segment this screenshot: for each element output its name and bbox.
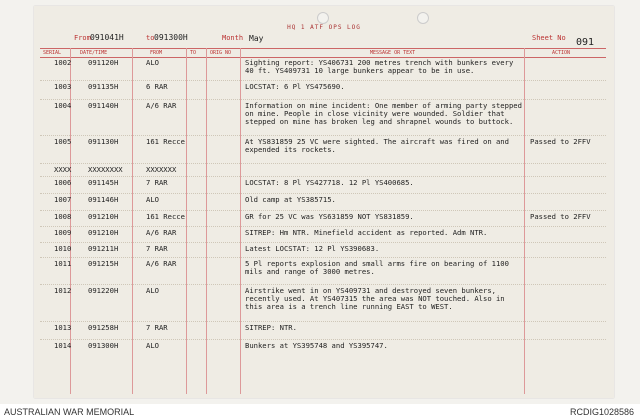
serial-cell: 1011 <box>54 259 72 268</box>
serial-cell: 1014 <box>54 341 72 350</box>
message-cell: LOCSTAT: 8 Pl YS427718. 12 Pl YS400685. <box>245 178 414 187</box>
serial-cell: 1006 <box>54 178 72 187</box>
table-header <box>40 48 606 58</box>
punch-hole <box>317 12 329 24</box>
from-cell: A/6 RAR <box>146 101 177 110</box>
col-to: TO <box>190 50 197 56</box>
from-cell: 7 RAR <box>146 323 168 332</box>
col-serial: SERIAL <box>43 50 62 56</box>
datetime-cell: 091130H <box>88 137 119 146</box>
from-cell: 6 RAR <box>146 82 168 91</box>
message-cell: 5 Pl reports explosion and small arms fire on bearing of 1100 mils and range of 3000 metres. <box>245 259 509 276</box>
datetime-cell: 091258H <box>88 323 119 332</box>
message-cell: Sighting report: YS406731 200 metres trench with bunkers every 40 ft. YS409731 10 large bunkers appear to be in use. <box>245 58 514 75</box>
col-orig-no: ORIG NO <box>210 50 232 56</box>
serial-cell: 1004 <box>54 101 72 110</box>
datetime-cell: 091210H <box>88 228 119 237</box>
message-cell: Information on mine incident: One member of arming party stepped on mine. People in close vicinity were wounded. Soldier that stepped on mine has broken leg and shrapnel wounds to buttock. <box>245 101 522 126</box>
serial-cell: 1003 <box>54 82 72 91</box>
footer-credit: AUSTRALIAN WAR MEMORIAL <box>4 407 135 417</box>
row-divider <box>40 242 606 243</box>
footer <box>0 404 640 420</box>
from-cell: ALO <box>146 58 159 67</box>
datetime-cell: 091140H <box>88 101 119 110</box>
serial-cell: 1007 <box>54 195 72 204</box>
message-cell: At YS831859 25 VC were sighted. The aircraft was fired on and expended its rockets. <box>245 137 509 154</box>
datetime-cell: 091146H <box>88 195 119 204</box>
message-cell: Bunkers at YS395748 and YS395747. <box>245 341 388 350</box>
row-divider <box>40 163 606 164</box>
from-cell: ALO <box>146 286 159 295</box>
col-action: ACTION <box>552 50 571 56</box>
datetime-cell: 091120H <box>88 58 119 67</box>
message-cell: SITREP: NTR. <box>245 323 297 332</box>
row-divider <box>40 284 606 285</box>
to-value: 091300H <box>154 33 188 42</box>
to-label: to <box>146 34 155 42</box>
sheet-value: 091 <box>576 37 595 48</box>
row-divider <box>40 339 606 340</box>
serial-cell: 1013 <box>54 323 72 332</box>
serial-cell: 1005 <box>54 137 72 146</box>
from-cell: 7 RAR <box>146 178 168 187</box>
sheet-label: Sheet No <box>532 34 566 42</box>
row-divider <box>40 176 606 177</box>
col-datetime: DATE/TIME <box>80 50 108 56</box>
serial-cell: 1009 <box>54 228 72 237</box>
datetime-cell: 091211H <box>88 244 119 253</box>
month-value: May <box>249 34 264 43</box>
message-cell: SITREP: Hm NTR. Minefield accident as reported. Adm NTR. <box>245 228 488 237</box>
footer-id: RCDIG1028586 <box>569 407 634 417</box>
serial-cell: XXXX <box>54 165 72 174</box>
datetime-cell: 091300H <box>88 341 119 350</box>
from-cell: XXXXXXX <box>146 165 177 174</box>
from-value: 091041H <box>90 33 124 42</box>
from-cell: 161 Recce <box>146 212 185 221</box>
row-divider <box>40 193 606 194</box>
serial-cell: 1010 <box>54 244 72 253</box>
month-label: Month <box>222 34 244 42</box>
row-divider <box>40 99 606 100</box>
serial-cell: 1002 <box>54 58 72 67</box>
datetime-cell: 091210H <box>88 212 119 221</box>
action-cell: Passed to 2FFV <box>530 137 591 146</box>
serial-cell: 1012 <box>54 286 72 295</box>
from-cell: A/6 RAR <box>146 259 177 268</box>
punch-hole <box>417 12 429 24</box>
from-label: From <box>74 34 91 42</box>
log-sheet <box>34 6 614 398</box>
from-cell: A/6 RAR <box>146 228 177 237</box>
message-cell: Airstrike went in on YS409731 and destroyed seven bunkers, recently used. At YS407315 the area was NOT touched. Also in this area is a trench line running EAST to WEST. <box>245 286 505 311</box>
message-cell: LOCSTAT: 6 Pl YS475690. <box>245 82 345 91</box>
message-cell: Latest LOCSTAT: 12 Pl YS390683. <box>245 244 380 253</box>
row-divider <box>40 226 606 227</box>
datetime-cell: 091215H <box>88 259 119 268</box>
from-cell: ALO <box>146 195 159 204</box>
row-divider <box>40 257 606 258</box>
from-cell: ALO <box>146 341 159 350</box>
from-cell: 161 Recce <box>146 137 185 146</box>
row-divider <box>40 80 606 81</box>
col-message: MESSAGE OR TEXT <box>370 50 416 56</box>
datetime-cell: 091135H <box>88 82 119 91</box>
col-from: FROM <box>150 50 163 56</box>
message-cell: Old camp at YS385715. <box>245 195 336 204</box>
datetime-cell: 091220H <box>88 286 119 295</box>
row-divider <box>40 321 606 322</box>
sheet-title: HQ 1 ATF OPS LOG <box>287 24 361 31</box>
datetime-cell: 091145H <box>88 178 119 187</box>
message-cell: GR for 25 VC was YS631859 NOT YS831859. <box>245 212 414 221</box>
action-cell: Passed to 2FFV <box>530 212 591 221</box>
datetime-cell: XXXXXXXX <box>88 165 123 174</box>
row-divider <box>40 210 606 211</box>
from-cell: 7 RAR <box>146 244 168 253</box>
row-divider <box>40 135 606 136</box>
serial-cell: 1008 <box>54 212 72 221</box>
